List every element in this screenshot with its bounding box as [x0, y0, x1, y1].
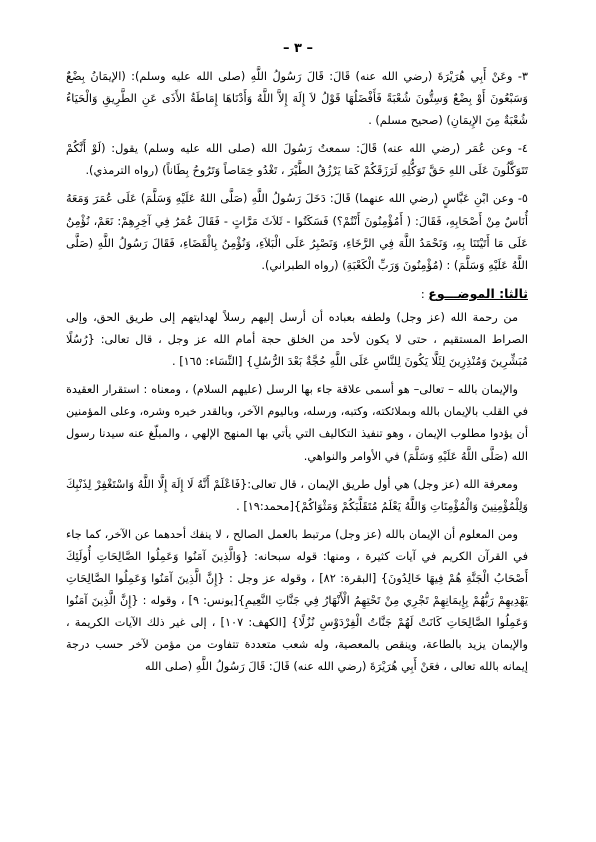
paragraph-text: من رحمة الله (عز وجل) ولطفه بعباده أن أرسل إليهم رسلاً لهدايتهم إلى طريق الحق، وإلى الصراط المستقيم ، حتى لا يكون لأحد من الخلق حجة أمام الله عز وجل ، قال تعالى: {رُسُلًا مُبَشِّرِينَ وَمُنْذِرِينَ لِئَلَّا يَكُونَ لِلنَّاسِ عَلَى اللَّهِ حُجَّةٌ بَعْدَ الرُّسُلِ} [النِّسَاء: ١٦٥] .: [66, 310, 528, 369]
paragraph-text: ومن المعلوم أن الإيمان بالله (عز وجل) مرتبط بالعمل الصالح ، لا ينفك أحدهما عن الآخر، كما جاء في القرآن الكريم في آيات كثيرة ، ومنها: قوله سبحانه: {وَالَّذِينَ آمَنُوا وَعَمِلُوا الصَّالِحَاتِ أُولَئِكَ أَصْحَابُ الْجَنَّةِ هُمْ فِيهَا خَالِدُونَ} [البقرة: ٨٢] ، وقوله عز وجل : {إِنَّ الَّذِينَ آمَنُوا وَعَمِلُوا الصَّالِحَاتِ يَهْدِيهِمْ رَبُّهُمْ بِإِيمَانِهِمْ تَجْرِي مِنْ تَحْتِهِمُ الْأَنْهَارُ فِي جَنَّاتِ النَّعِيمِ}[يونس: ٩] ، وقوله : {إِنَّ الَّذِينَ آمَنُوا وَعَمِلُوا الصَّالِحَاتِ كَانَتْ لَهُمْ جَنَّاتُ الْفِرْدَوْسِ نُزُلًا} [الكهف: ١٠٧] ، إلى غير ذلك الآيات الكريمة ، والإيمان يزيد بالطاعة، وينقص بالمعصية، وله شعب متعددة تتفاوت من مؤمن لآخر حسب درجة إيمانه بالله تعالى ، فعَنْ أَبِي هُرَيْرَةَ (رضي الله عنه) قَالَ: قَالَ رَسُولُ اللَّهِ (صلى الله: [66, 527, 529, 674]
paragraph-knowing-god: [66, 474, 528, 518]
hadith-3: ٣- وعَنْ أَبِي هُرَيْرَةَ (رضي الله عنه) قَالَ: قَالَ رَسُولُ اللَّهِ (صلى الله عليه وسلم): (الإيمَانُ بِضْعٌ وَسَبْعُونَ أَوْ بِضْعٌ وَسِتُّونَ شُعْبَةً فَأَفْضَلُهَا قَوْلُ لاَ إِلَهَ إِلاَّ اللَّهُ وَأَدْنَاهَا إِمَاطَةُ الأَذَى عَنِ الطَّرِيقِ وَالْحَيَاءُ شُعْبَةٌ مِنَ الإِيمَانِ) (صحيح مسلم) .: [66, 70, 528, 128]
section-title-colon: :: [420, 287, 429, 301]
paragraph-faith-in-god: [66, 379, 528, 467]
section-heading-line: [66, 283, 528, 306]
paragraph-faith-and-deeds: [66, 524, 528, 679]
paragraph-text: والإيمان بالله – تعالى– هو أسمى علاقة جاء بها الرسل (عليهم السلام) ، ومعناه : استقرار العقيدة في القلب بالإيمان بالله وبملائكته، وكتبه، ورسله، وباليوم الآخر، وبالقدر خيره وشره، وعلى المؤمنين أن يؤدوا مطلوب الإيمان ، وهو تنفيذ التكاليف التي يأتي بها المنهج الإلهي ، والمبلّغ عنه سيدنا رسول الله (صَلَّى اللَّهُ عَلَيْهِ وَسَلَّمَ) في الأوامر والنواهي.: [66, 383, 528, 463]
paragraph-mercy-of-god: [66, 307, 528, 373]
page-number: – ٣ –: [283, 41, 313, 56]
hadith-4: ٤- وعن عُمَر (رضي الله عنه) قَالَ: سمعتُ رَسُولَ الله (صلى الله عليه وسلم) يقول: (لَوْ أَنَّكُمْ تَتَوَكَّلُونَ عَلَى اللهِ حَقَّ تَوَكُّلِهِ لَرَزَقَكُمْ كَمَا يَرْزُقُ الطَّيْرَ ، تَغْدُو خِمَاصاً وَتَرُوحُ بِطَاناً) (رواه الترمذي).: [66, 142, 528, 178]
paragraph-text: ومعرفة الله (عز وجل) هي أول طريق الإيمان ، قال تعالى:{فَاعْلَمْ أَنَّهُ لَا إِلَهَ إِلَّا اللَّهُ وَاسْتَغْفِرْ لِذَنْبِكَ وَلِلْمُؤْمِنِينَ وَالْمُؤْمِنَاتِ وَاللَّهُ يَعْلَمُ مُتَقَلَّبَكُمْ وَمَثْوَاكُمْ}[محمد:١٩] .: [66, 477, 528, 513]
hadith-5: ٥- وعن ابْنِ عَبَّاسٍ (رضي الله عنهما) قَالَ: دَخَلَ رَسُولُ اللَّهِ (صَلَّى اللهُ عَلَيْهِ وَسَلَّمَ) عَلَى عُمَرَ وَمَعَهُ أُنَاسٌ مِنْ أَصْحَابِهِ، فَقَالَ: ( أَمُؤْمِنُونَ أَنْتُمْ؟) فَسَكَتُوا - ثَلاَثَ مَرَّاتٍ - فَقَالَ عُمَرُ فِي آخِرِهِمْ: نَعَمْ، نُؤْمِنُ عَلَى مَا أَتَيْتَنَا بِهِ، وَنَحْمَدُ اللَّهَ فِي الرَّخَاءِ، وَنَصْبِرُ عَلَى الْبَلاَءِ، وَنُؤْمِنُ بِالْقَضَاءِ، فَقَالَ رَسُولُ اللَّهِ (صَلَّى اللَّهُ عَلَيْهِ وَسَلَّمَ) : (مُؤْمِنُونَ وَرَبِّ الْكَعْبَةِ) (رواه الطبراني).: [66, 192, 528, 272]
page-body: [66, 66, 528, 684]
section-title: ثالثا: الموضـــوع: [428, 285, 528, 301]
